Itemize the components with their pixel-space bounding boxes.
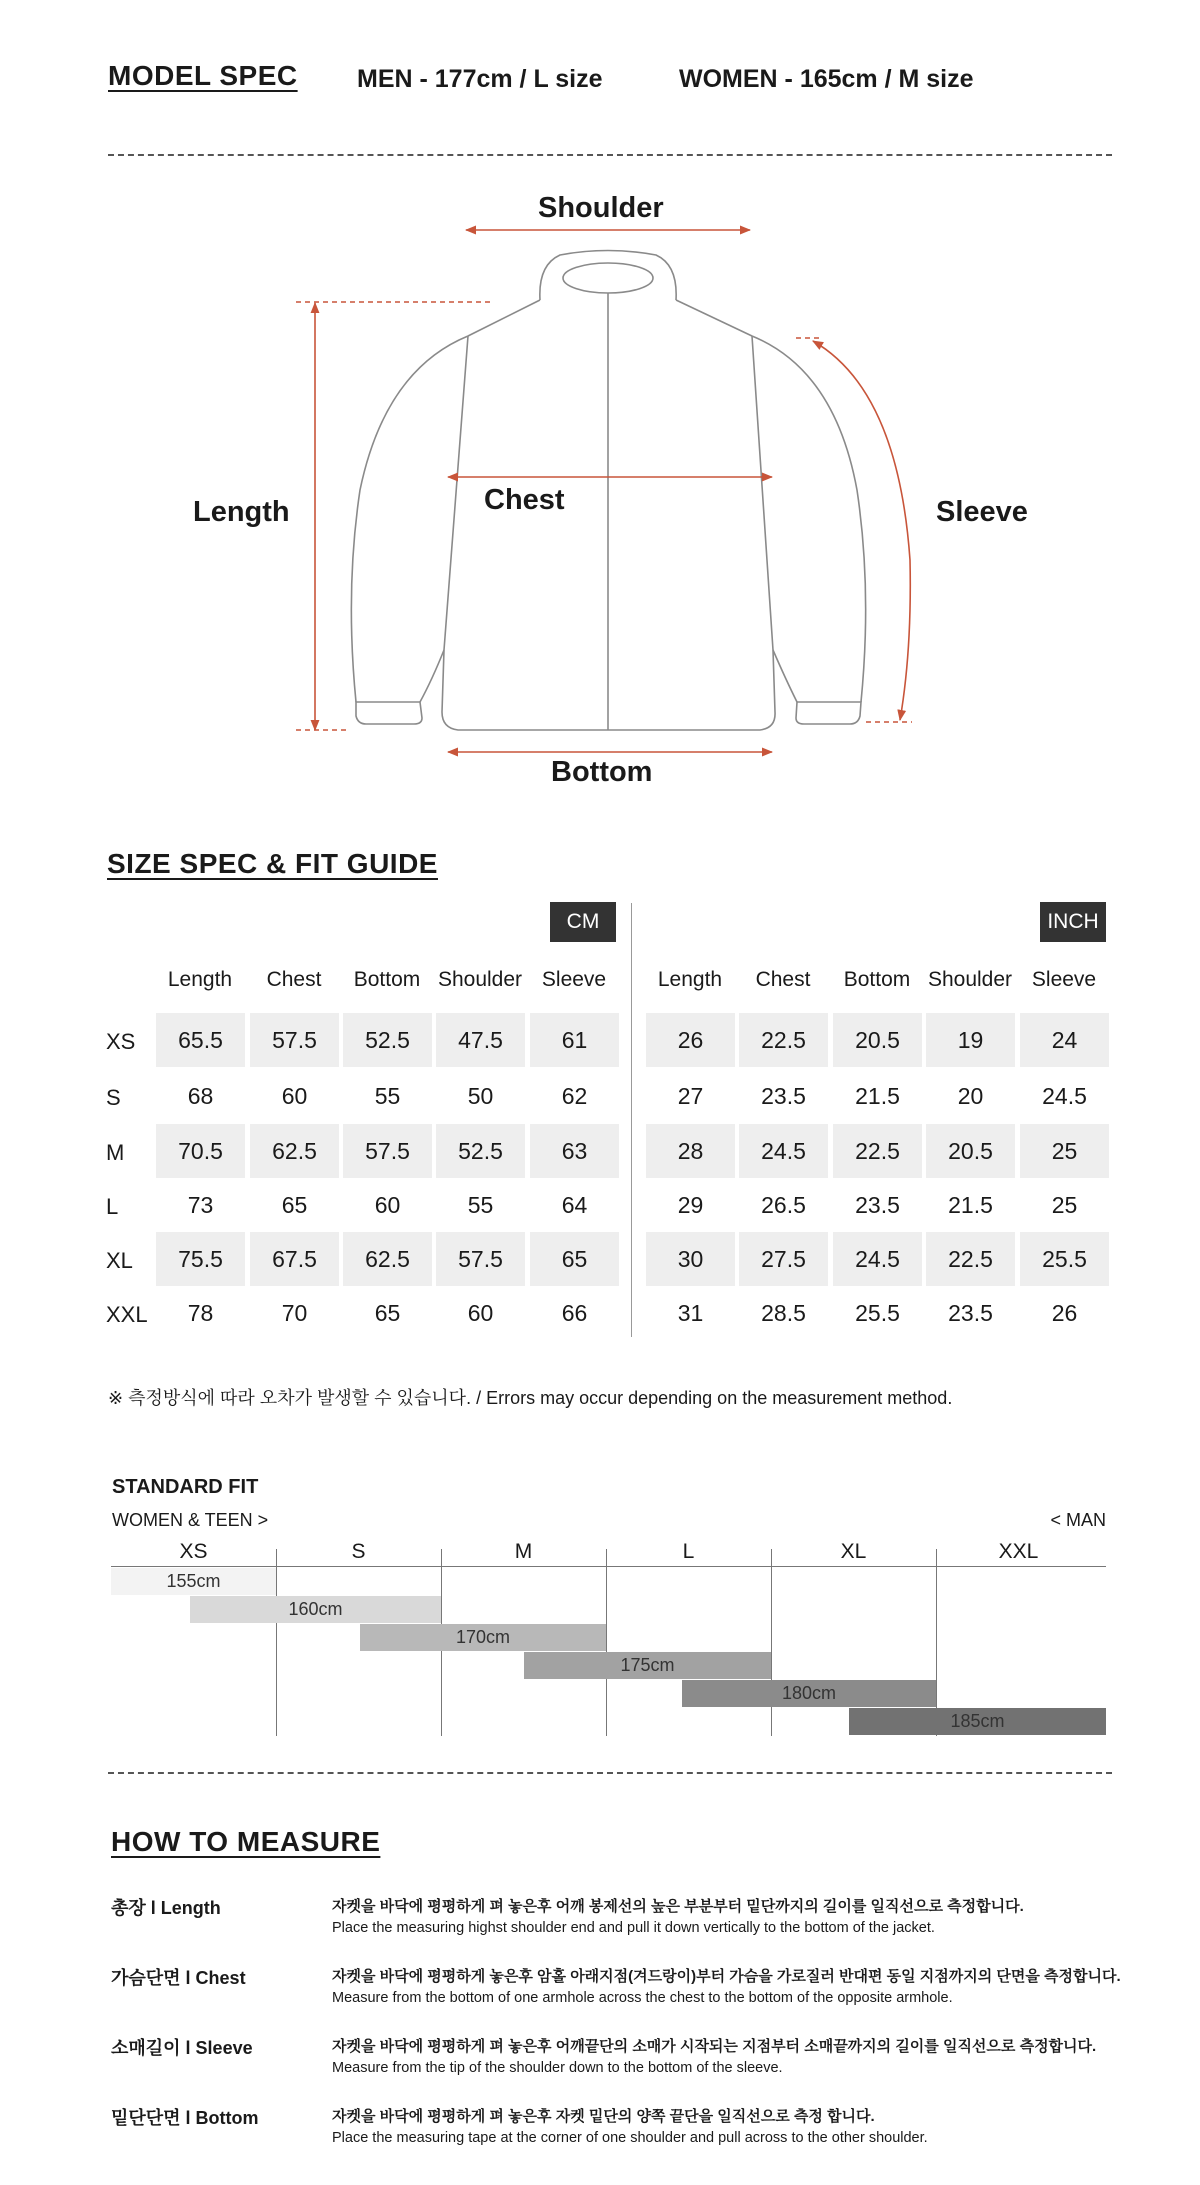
measure-length-en: Place the measuring highst shoulder end and pull it down vertically to the bottom of the jacket.	[332, 1920, 935, 1936]
fit-axis-line	[111, 1566, 1106, 1567]
table-cell: 50	[467, 1083, 494, 1109]
table-separator	[631, 903, 632, 1337]
label-shoulder: Shoulder	[538, 192, 664, 224]
standard-fit-title: STANDARD FIT	[112, 1476, 259, 1498]
table-cell: 75.5	[156, 1232, 245, 1286]
row-size-label: M	[106, 1140, 125, 1165]
measure-guides	[296, 230, 912, 752]
model-spec-men: MEN - 177cm / L size	[357, 65, 603, 93]
table-cell: 29	[677, 1192, 704, 1218]
table-cell: 20	[957, 1083, 984, 1109]
fit-size-label: XS	[179, 1540, 208, 1563]
table-cell: 24.5	[833, 1232, 922, 1286]
table-cell: 55	[467, 1192, 494, 1218]
fit-bar-160: 160cm	[190, 1596, 441, 1623]
fit-grid-line	[606, 1549, 607, 1736]
table-cell: 57.5	[343, 1124, 432, 1178]
table-cell: 25.5	[1020, 1232, 1109, 1286]
label-chest: Chest	[484, 484, 565, 516]
table-cell: 70.5	[156, 1124, 245, 1178]
table-cell: 60	[281, 1083, 308, 1109]
model-spec-title: MODEL SPEC	[108, 60, 298, 91]
divider-bottom	[108, 1772, 1112, 1774]
table-cell: 52.5	[436, 1124, 525, 1178]
unit-cm-badge: CM	[550, 902, 616, 942]
fit-bar-185: 185cm	[849, 1708, 1106, 1735]
fit-grid-line	[771, 1549, 772, 1736]
table-cell: 24.5	[739, 1124, 828, 1178]
table-cell: 52.5	[343, 1013, 432, 1067]
fit-right-label: < MAN	[1050, 1510, 1106, 1530]
table-cell: 62.5	[343, 1232, 432, 1286]
measure-bottom-ko: 자켓을 바닥에 평평하게 펴 놓은후 자켓 밑단의 양쪽 끝단을 일직선으로 측정 합니다.	[332, 2108, 875, 2125]
table-cell: 26	[1051, 1300, 1078, 1326]
measure-bottom-en: Place the measuring tape at the corner of one shoulder and pull across to the other shoulder.	[332, 2130, 928, 2146]
label-length: Length	[193, 496, 290, 528]
fit-size-label: S	[351, 1540, 366, 1563]
label-sleeve: Sleeve	[936, 496, 1028, 528]
table-cell: 20.5	[926, 1124, 1015, 1178]
table-cell: 65.5	[156, 1013, 245, 1067]
table-cell: 31	[677, 1300, 704, 1326]
how-to-measure-title: HOW TO MEASURE	[111, 1826, 381, 1857]
measure-bottom-label: 밑단단면 l Bottom	[111, 2108, 259, 2128]
fit-grid-line	[276, 1549, 277, 1736]
fit-size-label: L	[682, 1540, 695, 1563]
table-cell: 23.5	[761, 1083, 806, 1109]
row-size-label: L	[106, 1194, 119, 1219]
fit-size-label: XXL	[998, 1540, 1039, 1563]
table-cell: 68	[187, 1083, 214, 1109]
fit-bar-180: 180cm	[682, 1680, 936, 1707]
table-cell: 57.5	[436, 1232, 525, 1286]
table-cell: 64	[561, 1192, 588, 1218]
col-header: Sleeve	[541, 968, 607, 991]
table-cell: 60	[467, 1300, 494, 1326]
col-header: Chest	[266, 968, 322, 991]
col-header: Shoulder	[927, 968, 1013, 991]
row-size-label: S	[106, 1085, 121, 1110]
table-cell: 24.5	[1042, 1083, 1087, 1109]
measurement-note: ※ 측정방식에 따라 오차가 발생할 수 있습니다. / Errors may occur depending on the measurement method.	[108, 1388, 953, 1408]
table-cell: 28	[646, 1124, 735, 1178]
table-cell: 27.5	[739, 1232, 828, 1286]
measure-sleeve-ko: 자켓을 바닥에 평평하게 펴 놓은후 어깨끝단의 소매가 시작되는 지점부터 소매끝까지의 길이를 일직선으로 측정합니다.	[332, 2038, 1097, 2055]
col-header: Chest	[755, 968, 811, 991]
col-header: Bottom	[353, 968, 421, 991]
unit-inch-badge: INCH	[1040, 902, 1106, 942]
fit-bar-170: 170cm	[360, 1624, 606, 1651]
table-cell: 28.5	[761, 1300, 806, 1326]
table-cell: 22.5	[833, 1124, 922, 1178]
table-cell: 63	[530, 1124, 619, 1178]
table-cell: 25	[1020, 1124, 1109, 1178]
table-cell: 67.5	[250, 1232, 339, 1286]
row-size-label: XL	[106, 1248, 133, 1273]
table-cell: 21.5	[855, 1083, 900, 1109]
col-header: Length	[657, 968, 723, 991]
table-cell: 26.5	[761, 1192, 806, 1218]
table-cell: 27	[677, 1083, 704, 1109]
jacket-diagram	[0, 180, 1200, 810]
table-cell: 24	[1020, 1013, 1109, 1067]
table-cell: 20.5	[833, 1013, 922, 1067]
table-cell: 30	[646, 1232, 735, 1286]
size-spec-title: SIZE SPEC & FIT GUIDE	[107, 848, 438, 879]
table-cell: 62.5	[250, 1124, 339, 1178]
table-cell: 47.5	[436, 1013, 525, 1067]
measure-length-ko: 자켓을 바닥에 평평하게 펴 놓은후 어깨 봉제선의 높은 부분부터 밑단까지의 길이를 일직선으로 측정합니다.	[332, 1898, 1024, 1915]
divider-top	[108, 154, 1112, 156]
table-cell: 25	[1051, 1192, 1078, 1218]
fit-size-label: XL	[840, 1540, 867, 1563]
col-header: Shoulder	[437, 968, 523, 991]
measure-chest-ko: 자켓을 바닥에 평평하게 놓은후 암홀 아래지점(겨드랑이)부터 가슴을 가로질러 반대편 동일 지점까지의 단면을 측정합니다.	[332, 1968, 1121, 1985]
label-bottom: Bottom	[551, 756, 653, 788]
fit-left-label: WOMEN & TEEN >	[112, 1510, 269, 1530]
table-cell: 78	[187, 1300, 214, 1326]
table-cell: 25.5	[855, 1300, 900, 1326]
table-cell: 57.5	[250, 1013, 339, 1067]
table-cell: 55	[374, 1083, 401, 1109]
row-size-label: XXL	[106, 1302, 148, 1327]
col-header: Length	[167, 968, 233, 991]
col-header: Sleeve	[1031, 968, 1097, 991]
measure-sleeve-label: 소매길이 l Sleeve	[111, 2038, 253, 2058]
fit-size-label: M	[514, 1540, 533, 1563]
measure-sleeve-en: Measure from the tip of the shoulder down to the bottom of the sleeve.	[332, 2060, 783, 2076]
table-cell: 65	[530, 1232, 619, 1286]
col-header: Bottom	[843, 968, 911, 991]
fit-bar-155: 155cm	[111, 1568, 276, 1595]
measure-chest-label: 가슴단면 l Chest	[111, 1968, 246, 1988]
table-cell: 21.5	[948, 1192, 993, 1218]
model-spec-women: WOMEN - 165cm / M size	[679, 65, 974, 93]
row-size-label: XS	[106, 1029, 136, 1054]
table-cell: 70	[281, 1300, 308, 1326]
table-cell: 22.5	[926, 1232, 1015, 1286]
table-cell: 60	[374, 1192, 401, 1218]
measure-chest-en: Measure from the bottom of one armhole across the chest to the bottom of the opposite armhole.	[332, 1990, 953, 2006]
fit-bar-175: 175cm	[524, 1652, 771, 1679]
table-cell: 65	[374, 1300, 401, 1326]
table-cell: 66	[561, 1300, 588, 1326]
table-cell: 62	[561, 1083, 588, 1109]
table-cell: 19	[926, 1013, 1015, 1067]
table-cell: 26	[646, 1013, 735, 1067]
table-cell: 65	[281, 1192, 308, 1218]
table-cell: 23.5	[948, 1300, 993, 1326]
jacket-outline	[351, 251, 865, 731]
table-cell: 61	[530, 1013, 619, 1067]
measure-length-label: 총장 l Length	[111, 1898, 221, 1918]
table-cell: 22.5	[739, 1013, 828, 1067]
table-cell: 73	[187, 1192, 214, 1218]
table-cell: 23.5	[855, 1192, 900, 1218]
